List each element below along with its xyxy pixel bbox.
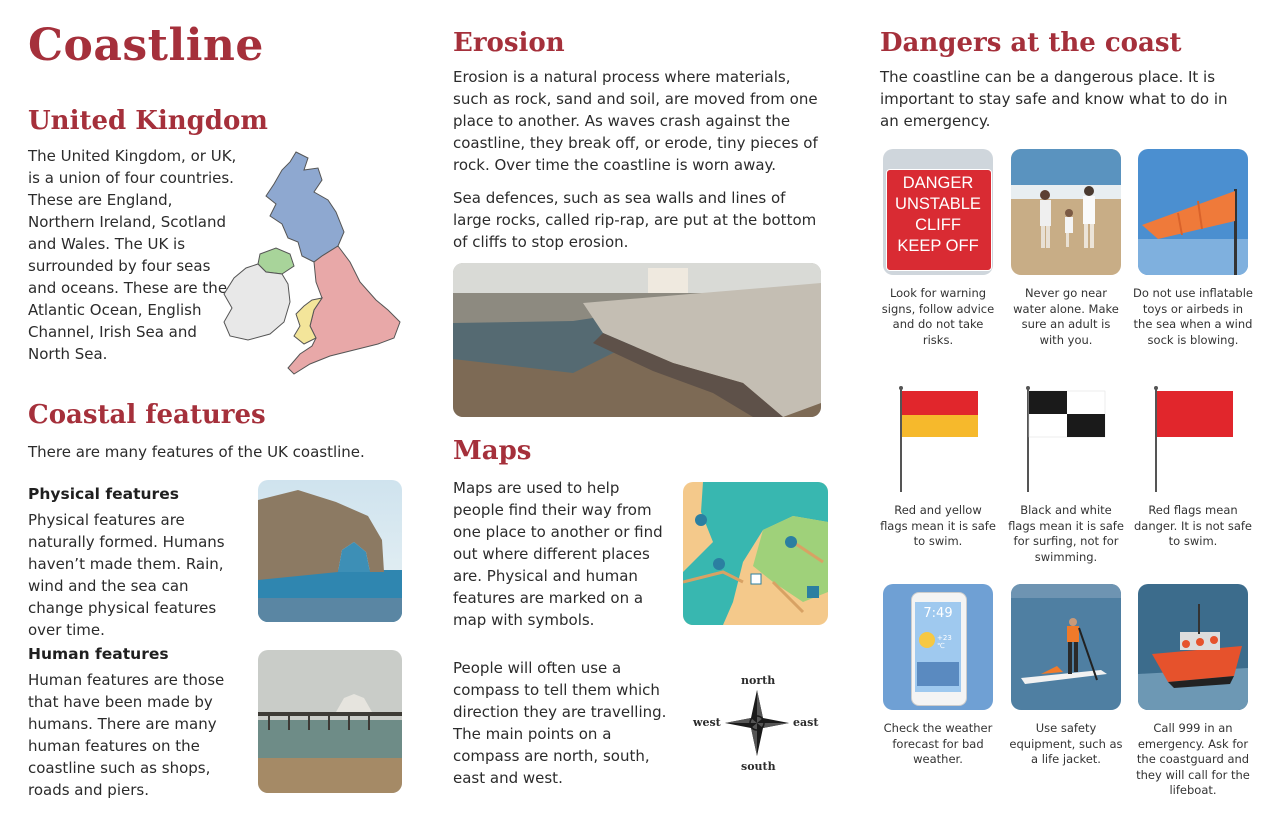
map-symbol-icon xyxy=(785,536,797,548)
danger-sign-photo xyxy=(883,149,993,275)
sign-line: CLIFF xyxy=(915,216,961,234)
human-text: Human features are those that have been made by humans. There are many human features on the coastline such as shops, roads and piers. xyxy=(28,671,225,799)
coastal-heading: Coastal features xyxy=(28,400,266,430)
weather-phone-photo xyxy=(883,584,993,710)
compass-south-label: south xyxy=(741,760,776,773)
map-symbol-icon xyxy=(807,586,819,598)
paddleboard-photo xyxy=(1011,584,1121,710)
maps-text-2: People will often use a compass to tell them which direction they are travelling. The main points on a compass are north, south, east and west. xyxy=(453,659,667,787)
caption-call-999: Call 999 in an emergency. Ask for the coastguard and they will call for the lifeboat. xyxy=(1136,721,1250,797)
compass-west-label: west xyxy=(693,716,721,729)
durdle-door-photo xyxy=(258,480,402,622)
human-heading: Human features xyxy=(28,645,169,663)
black-white-flag-icon xyxy=(1024,386,1108,494)
caption-red-yellow: Red and yellow flags mean it is safe to swim. xyxy=(880,503,996,548)
caption-inflatables: Do not use inflatable toys or airbeds in the sea when a wind sock is blowing. xyxy=(1133,286,1253,347)
sign-line: UNSTABLE xyxy=(895,195,981,213)
family-beach-photo xyxy=(1011,149,1121,275)
compass-rose xyxy=(685,670,825,780)
wind-sock-photo xyxy=(1138,149,1248,275)
red-yellow-flag-icon xyxy=(897,386,981,494)
phone-temperature: +23 ℃ xyxy=(937,634,952,650)
map-symbol-icon xyxy=(713,558,725,570)
page-title: Coastline xyxy=(28,20,264,71)
lifeboat-photo xyxy=(1138,584,1248,710)
map-symbol-icon xyxy=(695,514,707,526)
maps-text-1: Maps are used to help people find their way from one place to another or find out where different places are. Physical and human features are marked on a map with symbols. xyxy=(453,479,663,629)
caption-weather: Check the weather forecast for bad weather. xyxy=(883,721,993,766)
physical-heading: Physical features xyxy=(28,485,179,503)
map-illustration xyxy=(683,482,828,625)
erosion-heading: Erosion xyxy=(453,28,565,58)
pier-photo xyxy=(258,650,402,793)
erosion-text-2: Sea defences, such as sea walls and lines of large rocks, called rip-rap, are put at the bottom of cliffs to stop erosion. xyxy=(453,189,817,251)
maps-heading: Maps xyxy=(453,436,532,466)
caption-safety-equipment: Use safety equipment, such as a life jacket. xyxy=(1009,721,1123,766)
sign-line: DANGER xyxy=(902,174,974,192)
uk-text: The United Kingdom, or UK, is a union of four countries. These are England, Northern Ireland, Scotland and Wales. The UK is surrounded by four seas and oceans. These are the Atlantic Ocean, English Channel, Irish Sea and North Sea. xyxy=(28,147,237,363)
caption-black-white: Black and white flags mean it is safe for surfing, not for swimming. xyxy=(1008,503,1124,564)
sign-line: KEEP OFF xyxy=(897,237,979,255)
map-ireland xyxy=(224,264,290,340)
dangers-heading: Dangers at the coast xyxy=(880,28,1182,58)
sun-icon xyxy=(919,632,935,648)
compass-north-label: north xyxy=(741,674,776,687)
caption-red-flag: Red flags mean danger. It is not safe to swim. xyxy=(1133,503,1253,548)
red-flag-icon xyxy=(1152,386,1236,494)
compass-star-icon xyxy=(725,690,789,756)
caption-water-alone: Never go near water alone. Make sure an adult is with you. xyxy=(1013,286,1119,347)
compass-east-label: east xyxy=(793,716,819,729)
dangers-intro: The coastline can be a dangerous place. It is important to stay safe and know what to do in an emergency. xyxy=(880,68,1228,130)
uk-map xyxy=(218,150,404,380)
coastal-intro: There are many features of the UK coastline. xyxy=(28,443,365,461)
caption-warning-signs: Look for warning signs, follow advice and do not take risks. xyxy=(881,286,995,347)
physical-text: Physical features are naturally formed. Humans haven’t made them. Rain, wind and the sea can change physical features over time. xyxy=(28,511,225,639)
erosion-text-1: Erosion is a natural process where materials, such as rock, sand and soil, are moved from one place to another. As waves crash against the coastline, they break off, or erode, tiny pieces of rock. Over time the coastline is worn away. xyxy=(453,68,818,174)
sea-wall-photo xyxy=(453,263,821,417)
uk-heading: United Kingdom xyxy=(28,106,268,136)
phone-time: 7:49 xyxy=(923,606,953,621)
map-scotland xyxy=(266,152,344,262)
